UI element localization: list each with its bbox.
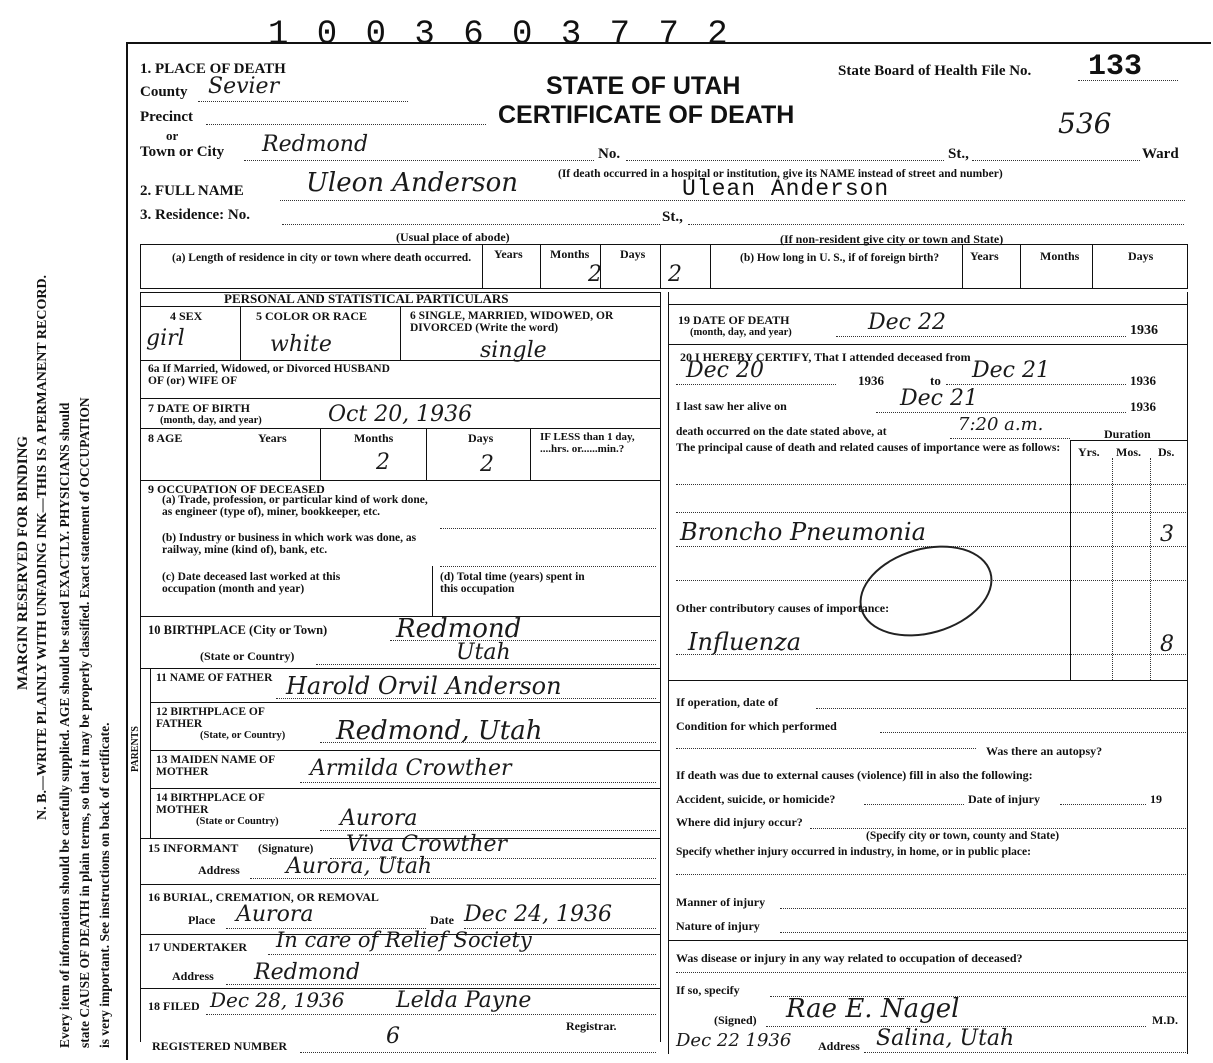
condition-label: Condition for which performed bbox=[676, 719, 837, 733]
how-long-us-label: (b) How long in U. S., if of foreign birth? bbox=[740, 252, 940, 264]
burial-place: Aurora bbox=[236, 902, 314, 927]
residence-label: 3. Residence: No. bbox=[140, 207, 250, 223]
registered-number-label: REGISTERED NUMBER bbox=[152, 1039, 288, 1053]
undertaker-label: 17 UNDERTAKER bbox=[148, 940, 248, 954]
injury-date-label: Date of injury bbox=[968, 792, 1040, 806]
less-than-day-label: IF LESS than 1 day, ....hrs. or......min.? bbox=[540, 431, 635, 455]
md-label: M.D. bbox=[1152, 1013, 1178, 1027]
birthplace-label: 10 BIRTHPLACE (City or Town) bbox=[148, 623, 328, 637]
physician-signature: Rae E. Nagel bbox=[786, 994, 960, 1024]
circled-mark bbox=[849, 531, 1003, 651]
local-number: 536 bbox=[1058, 107, 1112, 140]
us-months-label: Months bbox=[1040, 249, 1080, 263]
duration-years-label: Yrs. bbox=[1078, 445, 1100, 459]
contributory-duration: 8 bbox=[1160, 632, 1174, 657]
residence-years-label: Years bbox=[494, 247, 523, 261]
last-saw-alive: Dec 21 bbox=[900, 386, 978, 411]
undertaker-name: In care of Relief Society bbox=[276, 928, 532, 952]
father-birthplace-label: 12 BIRTHPLACE OF FATHER bbox=[156, 706, 265, 731]
residence-street-label: St., bbox=[662, 209, 683, 225]
signature-date: Dec 22 1936 bbox=[676, 1030, 792, 1051]
or-label: or bbox=[166, 128, 179, 143]
length-residence-label: (a) Length of residence in city or town where death occurred. bbox=[172, 252, 472, 264]
margin-instructions-3: is very important. See instructions on back of certificate. bbox=[97, 722, 112, 1048]
town-value: Redmond bbox=[262, 132, 369, 157]
occupation-related-label: Was disease or injury in any way related to occupation of deceased? bbox=[676, 951, 1023, 965]
mother-birthplace-sub: (State or Country) bbox=[196, 816, 279, 827]
non-resident-note: (If non-resident give city or town and State) bbox=[780, 232, 1004, 246]
sex-value: girl bbox=[146, 326, 185, 351]
occupation-d-label: (d) Total time (years) spent in this occupation bbox=[440, 571, 585, 596]
birthplace-state-label: (State or Country) bbox=[200, 649, 295, 663]
margin-binding-text: MARGIN RESERVED FOR BINDING bbox=[15, 435, 31, 690]
birthplace-city: Redmond bbox=[396, 614, 522, 644]
father-name: Harold Orvil Anderson bbox=[286, 672, 562, 700]
margin-instructions-1: Every item of information should be carefully supplied. AGE should be stated EXACTLY. PHYSICIANS should bbox=[57, 402, 72, 1048]
father-name-label: 11 NAME OF FATHER bbox=[156, 672, 273, 684]
mother-maiden-name: Armilda Crowther bbox=[310, 756, 512, 781]
age-years-label: Years bbox=[258, 431, 287, 445]
duration-label: Duration bbox=[1104, 427, 1151, 441]
physician-address-label: Address bbox=[818, 1039, 860, 1053]
informant-signature-label: (Signature) bbox=[258, 843, 314, 855]
attended-from-year: 1936 bbox=[858, 373, 884, 388]
residence-months: 2 bbox=[588, 262, 602, 287]
registrar-signature: Lelda Payne bbox=[396, 988, 532, 1013]
full-name-handwritten: Uleon Anderson bbox=[306, 168, 518, 198]
signed-label: (Signed) bbox=[714, 1013, 757, 1027]
ward-label: Ward bbox=[1142, 146, 1179, 162]
informant-label: 15 INFORMANT bbox=[148, 841, 239, 855]
informant-address-label: Address bbox=[198, 863, 240, 877]
personal-particulars-heading: PERSONAL AND STATISTICAL PARTICULARS bbox=[224, 291, 509, 306]
serial-number: 1 0 0 3 6 0 3 7 7 2 bbox=[268, 16, 732, 54]
file-number-label: State Board of Health File No. bbox=[838, 63, 1032, 79]
marital-status-value: single bbox=[480, 338, 547, 363]
residence-days: 2 bbox=[668, 262, 682, 287]
mother-birthplace-label: 14 BIRTHPLACE OF MOTHER bbox=[156, 792, 265, 817]
attended-from: Dec 20 bbox=[686, 358, 764, 383]
sex-label: 4 SEX bbox=[170, 309, 203, 323]
birthplace-state: Utah bbox=[456, 640, 511, 665]
spouse-label: 6a If Married, Widowed, or Divorced HUSBAND OF (or) WIFE OF bbox=[148, 363, 390, 388]
us-years-label: Years bbox=[970, 249, 999, 263]
marital-status-label: 6 SINGLE, MARRIED, WIDOWED, OR DIVORCED (Write the word) bbox=[410, 310, 614, 335]
burial-date: Dec 24, 1936 bbox=[464, 902, 612, 927]
certificate-title: CERTIFICATE OF DEATH bbox=[498, 101, 795, 129]
duration-months-label: Mos. bbox=[1116, 445, 1141, 459]
occupation-label: 9 OCCUPATION OF DECEASED bbox=[148, 482, 325, 496]
burial-label: 16 BURIAL, CREMATION, OR REMOVAL bbox=[148, 890, 379, 904]
undertaker-address: Redmond bbox=[254, 960, 361, 985]
informant-name: Viva Crowther bbox=[346, 832, 508, 857]
color-race-label: 5 COLOR OR RACE bbox=[256, 309, 368, 323]
age-days: 2 bbox=[480, 452, 494, 477]
form-left-border bbox=[126, 42, 128, 1060]
mother-name-label: 13 MAIDEN NAME OF MOTHER bbox=[156, 754, 275, 779]
margin-instructions-2: state CAUSE OF DEATH in plain terms, so that it may be properly classified. Exact statement of OCCUPATION bbox=[77, 397, 92, 1048]
file-number: 133 bbox=[1088, 50, 1143, 84]
external-causes-label: If death was due to external causes (violence) fill in also the following: bbox=[676, 768, 1033, 782]
us-days-label: Days bbox=[1128, 249, 1154, 263]
filed-date: Dec 28, 1936 bbox=[210, 988, 345, 1012]
residence-days-label: Days bbox=[620, 247, 646, 261]
occupation-b-label: (b) Industry or business in which work was done, as railway, mine (kind of), bank, etc. bbox=[162, 532, 417, 557]
last-saw-label: I last saw her alive on bbox=[676, 399, 787, 413]
attended-to-year: 1936 bbox=[1130, 373, 1156, 388]
nature-of-injury-label: Nature of injury bbox=[676, 919, 760, 933]
father-birthplace: Redmond, Utah bbox=[336, 716, 543, 746]
attended-to: Dec 21 bbox=[972, 358, 1050, 383]
operation-label: If operation, date of bbox=[676, 695, 778, 709]
age-label: 8 AGE bbox=[148, 431, 183, 445]
margin-permanent-record-note: N. B.—WRITE PLAINLY WITH UNFADING INK—THIS IS A PERMANENT RECORD. bbox=[35, 274, 50, 820]
if-so-specify-label: If so, specify bbox=[676, 983, 740, 997]
street-no-label: No. bbox=[598, 146, 621, 162]
age-days-label: Days bbox=[468, 431, 494, 445]
registrar-label: Registrar. bbox=[566, 1019, 617, 1033]
physician-address: Salina, Utah bbox=[876, 1026, 1015, 1051]
town-label: Town or City bbox=[140, 144, 225, 160]
dob-value: Oct 20, 1936 bbox=[328, 402, 473, 427]
dob-label: 7 DATE OF BIRTH bbox=[148, 401, 250, 415]
occupation-c-label: (c) Date deceased last worked at this occupation (month and year) bbox=[162, 571, 341, 596]
father-birthplace-sub: (State, or Country) bbox=[200, 730, 286, 741]
date-of-death-sub: (month, day, and year) bbox=[690, 327, 792, 338]
county-value: Sevier bbox=[208, 74, 280, 99]
hospital-note: (If death occurred in a hospital or institution, give its NAME instead of street and number) bbox=[558, 168, 1003, 180]
color-race-value: white bbox=[270, 332, 332, 357]
street-label: St., bbox=[948, 146, 969, 162]
place-of-death-heading: 1. PLACE OF DEATH bbox=[140, 61, 286, 77]
mother-birthplace: Aurora bbox=[340, 806, 418, 831]
filed-label: 18 FILED bbox=[148, 999, 200, 1013]
full-name-typed: Ulean Anderson bbox=[682, 176, 890, 202]
residence-months-label: Months bbox=[550, 247, 590, 261]
principal-cause-duration: 3 bbox=[1160, 522, 1174, 547]
state-title: STATE OF UTAH bbox=[546, 72, 741, 100]
burial-date-label: Date bbox=[430, 913, 454, 927]
injury-place-label: Where did injury occur? bbox=[676, 815, 803, 829]
full-name-label: 2. FULL NAME bbox=[140, 183, 244, 199]
contributory-label: Other contributory causes of importance: bbox=[676, 601, 890, 615]
age-months-label: Months bbox=[354, 431, 394, 445]
usual-abode-note: (Usual place of abode) bbox=[396, 230, 510, 244]
age-months: 2 bbox=[376, 450, 390, 475]
cause-label: The principal cause of death and related causes of importance were as follows: bbox=[676, 442, 1061, 454]
precinct-label: Precinct bbox=[140, 109, 194, 125]
duration-days-label: Ds. bbox=[1158, 445, 1175, 459]
accident-label: Accident, suicide, or homicide? bbox=[676, 792, 836, 806]
county-label: County bbox=[140, 84, 188, 100]
principal-cause: Broncho Pneumonia bbox=[680, 518, 926, 546]
death-time: 7:20 a.m. bbox=[958, 414, 1044, 435]
dob-sub-label: (month, day, and year) bbox=[160, 415, 262, 426]
date-of-death-label: 19 DATE OF DEATH bbox=[678, 313, 790, 327]
death-time-label: death occurred on the date stated above, at bbox=[676, 426, 887, 438]
undertaker-address-label: Address bbox=[172, 969, 214, 983]
specify-place-note: (Specify city or town, county and State) bbox=[866, 830, 1060, 842]
autopsy-label: Was there an autopsy? bbox=[986, 744, 1103, 758]
last-saw-year: 1936 bbox=[1130, 399, 1156, 414]
registered-number: 6 bbox=[386, 1024, 400, 1049]
date-of-death: Dec 22 bbox=[868, 310, 946, 335]
certify-statement: 20 I HEREBY CERTIFY, That I attended deceased from bbox=[680, 350, 971, 364]
specify-industry-label: Specify whether injury occurred in industry, in home, or in public place: bbox=[676, 846, 1031, 858]
informant-address: Aurora, Utah bbox=[286, 854, 433, 879]
burial-place-label: Place bbox=[188, 913, 216, 927]
manner-of-injury-label: Manner of injury bbox=[676, 895, 766, 909]
occupation-a-label: (a) Trade, profession, or particular kind of work done, as engineer (type of), miner, bookkeeper, etc. bbox=[162, 494, 428, 519]
attended-to-label: to bbox=[930, 373, 941, 388]
parents-side-label: PARENTS bbox=[130, 726, 141, 772]
contributory-cause: Influenza bbox=[688, 628, 802, 656]
death-year: 1936 bbox=[1130, 323, 1158, 338]
injury-year-label: 19 bbox=[1150, 792, 1162, 806]
